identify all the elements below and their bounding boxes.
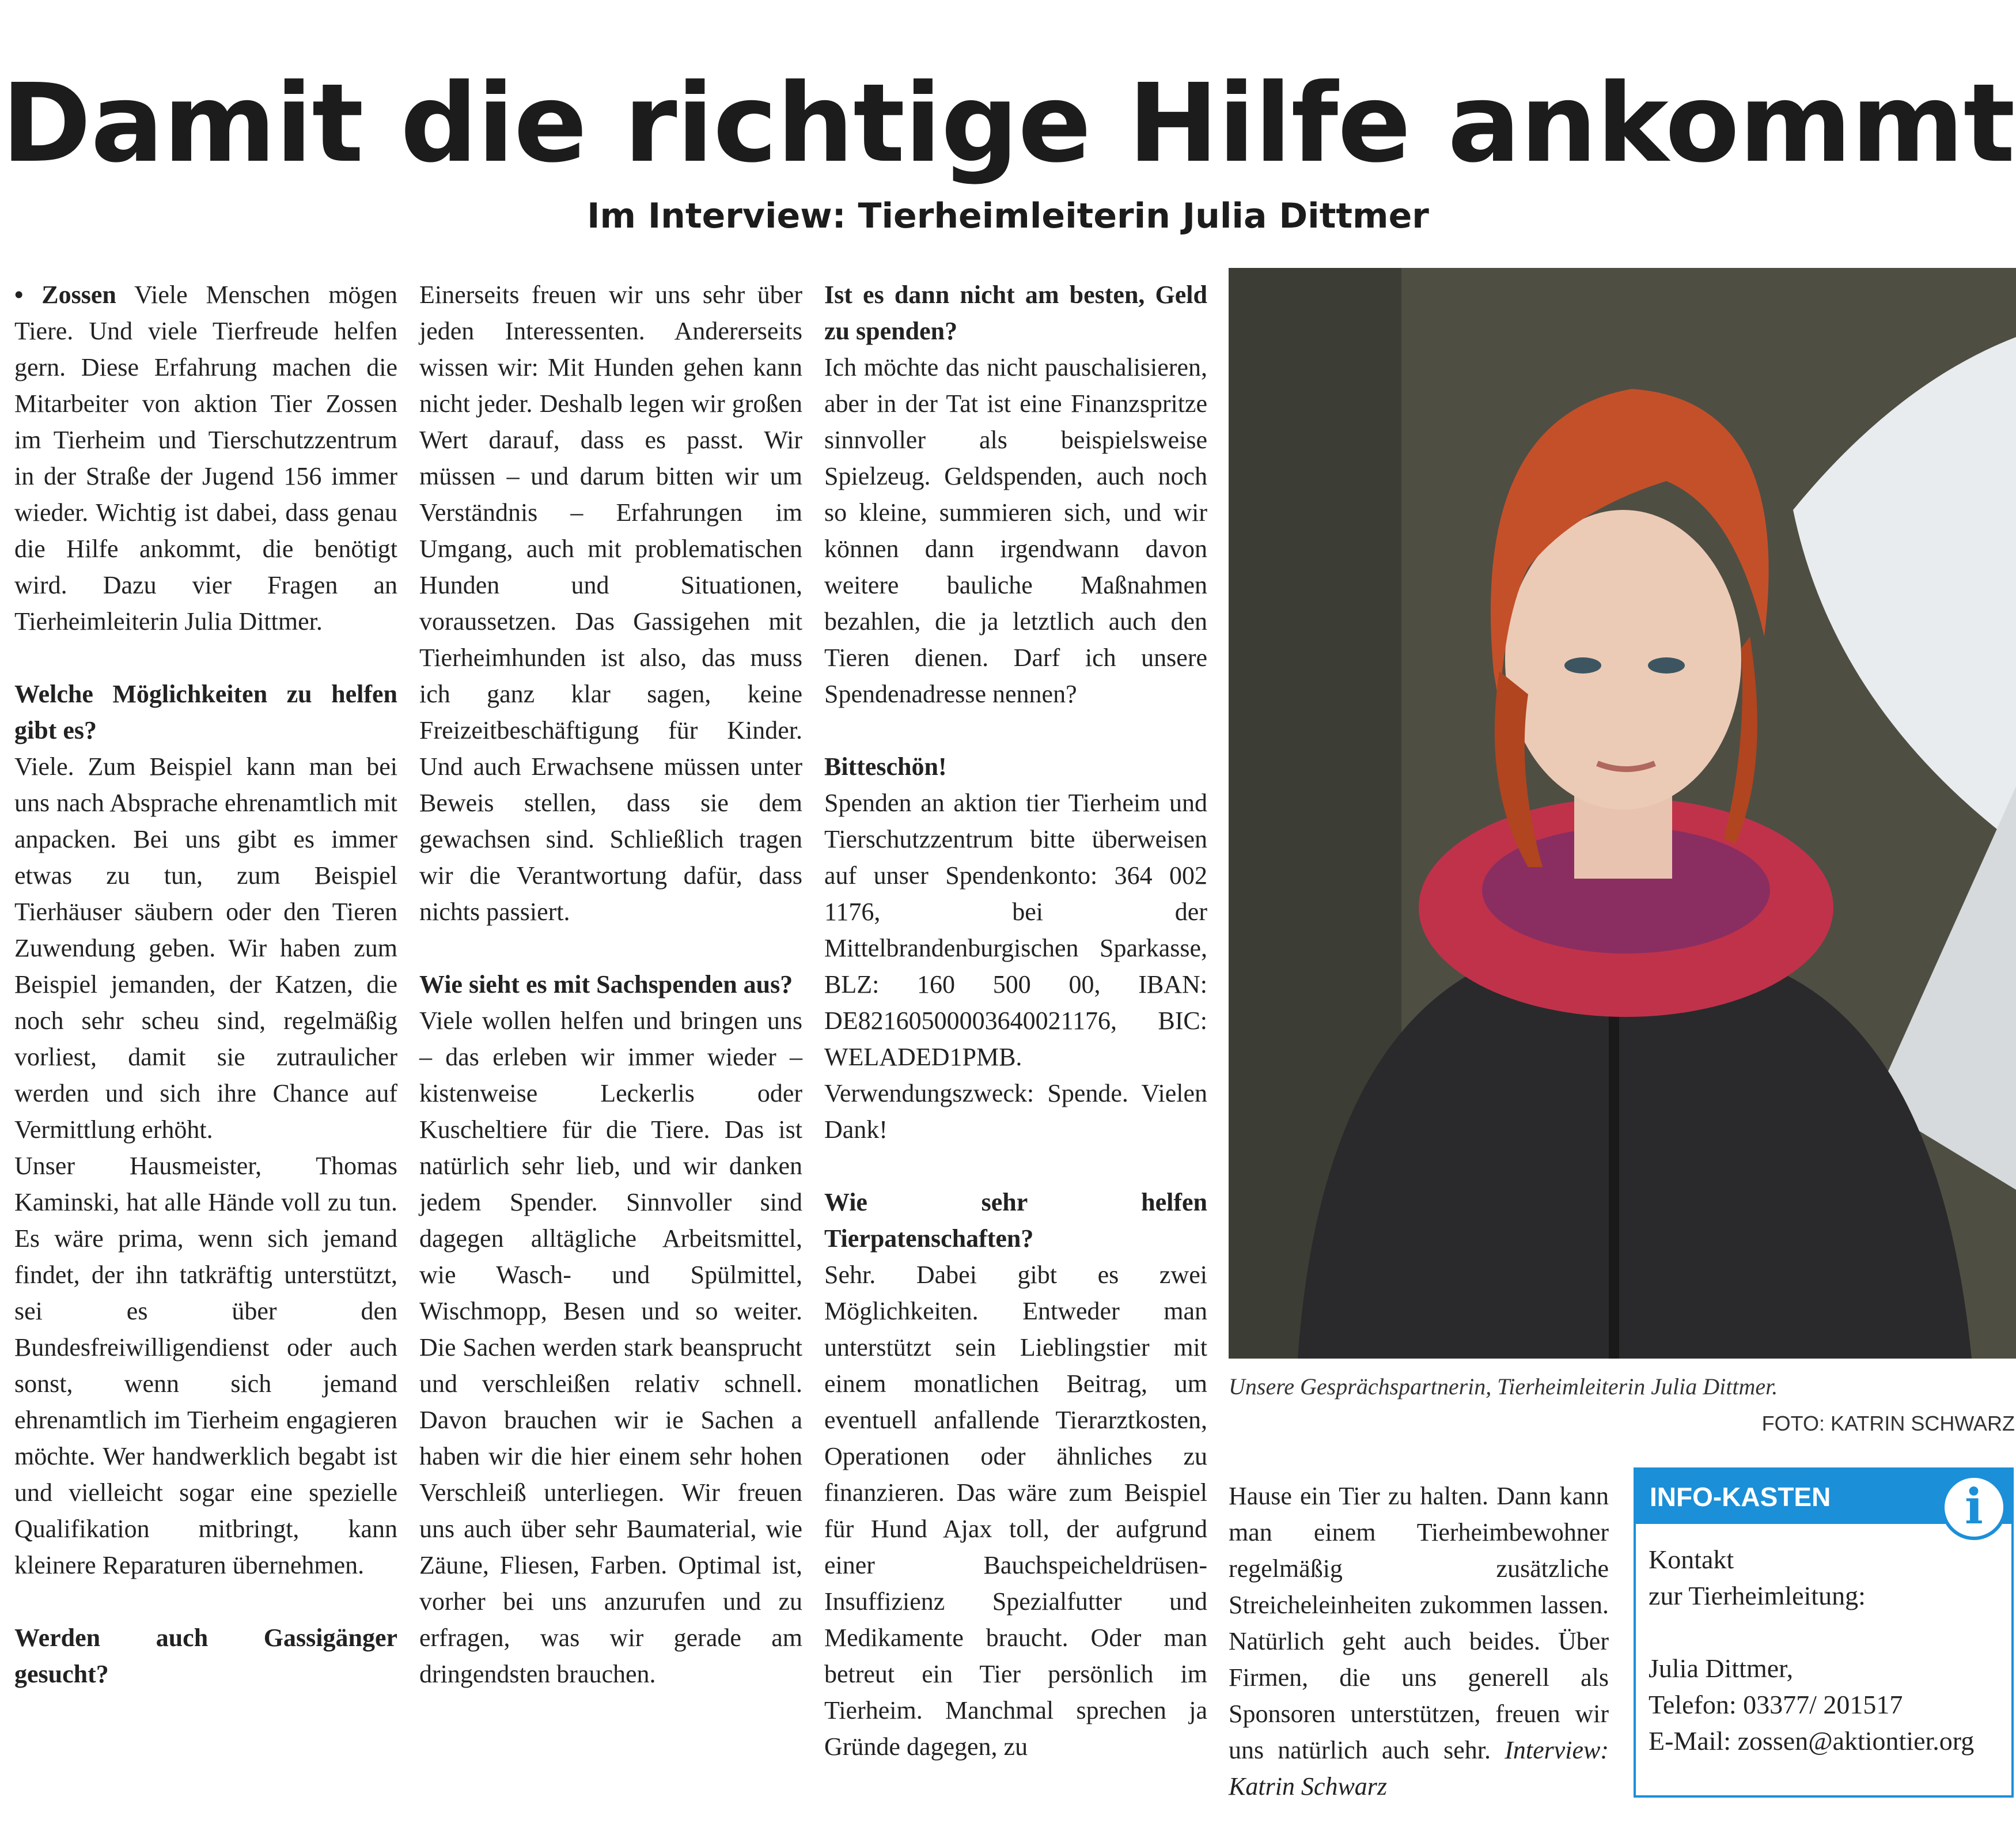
info-box-body <box>1636 1524 2011 1759</box>
answer-6-continued <box>1229 1478 1609 1805</box>
column-1 <box>14 277 397 1692</box>
answer-6: Sehr. Dabei gibt es zwei Möglichkeiten. Entweder man unterstützt sein Lieblingstier mit einem monatlichen Beitrag, um eventuell anfallende Tierarztkosten, Operationen oder ähnliches zu finanzieren. Das wäre zum Beispiel für Hund Ajax toll, der aufgrund einer Bauchspeicheldrüsen-Insuffizienz Spezialfutter und Medikamente braucht. Oder man betreut ein Tier persönlich im Tierheim. Manchmal sprechen ja Gründe dagegen, zu <box>824 1261 1207 1761</box>
question-3: Wie sieht es mit Sachspenden aus? <box>419 970 793 998</box>
lead-text: Viele Menschen mögen Tiere. Und viele Tierfreude helfen gern. Diese Erfahrung machen die Mitarbeiter von aktion Tier Zossen im Tierheim und Tierschutzzentrum in der Straße der Jugend 156 immer wieder. Wichtig ist dabei, dass genau die Hilfe ankommt, die benötigt wird. Dazu vier Fragen an Tierheimleiterin Julia Dittmer. <box>14 281 397 635</box>
portrait-photo <box>1229 268 2016 1359</box>
question-4: Ist es dann nicht am besten, Geld zu spenden? <box>824 281 1207 345</box>
question-2: Werden auch Gassigänger gesucht? <box>14 1624 397 1688</box>
lead-place: • Zossen <box>14 281 116 309</box>
lead-paragraph <box>14 277 397 640</box>
info-box <box>1634 1467 2014 1798</box>
answer-3: Viele wollen helfen und bringen uns – das erleben wir immer wieder – kistenweise Leckerlis oder Kuscheltiere für die Tiere. Das ist natürlich sehr lieb, und wir danken jedem Spender. Sinnvoller sind dagegen alltägliche Arbeitsmittel, wie Wasch- und Spülmittel, Wischmopp, Besen und so weiter. Die Sachen werden stark beansprucht und verschleißen relativ schnell. Davon brauchen wir ie Sachen a haben wir die hier einem sehr hohen Verschleiß unterliegen. Wir freuen uns auch über sehr Baumaterial, wie Zäune, Fliesen, Farben. Optimal ist, vorher bei uns anzurufen und zu erfragen, was wir gerade am dringendsten brauchen. <box>419 1007 802 1688</box>
answer-6-continued-text: Hause ein Tier zu halten. Dann kann man einem Tierheimbewohner regelmäßig zusätzliche Streicheleinheiten zukommen lassen. Natürlich geht auch beides. Über Firmen, die uns generell als Sponsoren unterstützen, freuen wir uns natürlich auch sehr. <box>1229 1482 1609 1764</box>
headline: Damit die richtige Hilfe ankommt <box>1 60 2015 187</box>
info-contact-line2: zur Tierheimleitung: <box>1649 1581 1866 1610</box>
answer-1b: Unser Hausmeister, Thomas Kaminski, hat alle Hände voll zu tun. Es wäre prima, wenn sich jemand findet, der ihn tatkräftig unterstützt, sei es über den Bundesfreiwilligendienst oder auch sonst, wenn sich jemand ehrenamtlich im Tierheim engagieren möchte. Wer handwerklich begabt ist und vielleicht sogar eine spezielle Qualifikation mitbringt, kann kleinere Reparaturen übernehmen. <box>14 1152 397 1579</box>
info-contact-line1: Kontakt <box>1649 1545 1734 1574</box>
info-spacer <box>1649 1614 2011 1650</box>
answer-1a: Viele. Zum Beispiel kann man bei uns nach Absprache ehrenamtlich mit anpacken. Bei uns gibt es immer etwas zu tun, zum Beispiel Tierhäuser säubern oder den Tieren Zuwendung geben. Wir haben zum Beispiel jemanden, der Katzen, die noch sehr scheu sind, regelmäßig vorliest, damit sie zutraulicher werden und sich ihre Chance auf Vermittlung erhöht. <box>14 752 397 1144</box>
column-4 <box>1229 1478 1609 1805</box>
answer-2: Einerseits freuen wir uns sehr über jeden Interessenten. Andererseits wissen wir: Mit Hunden gehen kann nicht jeder. Deshalb legen wir großen Wert darauf, dass es passt. Wir müssen – und darum bitten wir um Verständnis – Erfahrungen im Umgang, auch mit problematischen Hunden und Situationen, voraussetzen. Das Gassigehen mit Tierheimhunden ist also, das muss ich ganz klar sagen, keine Freizeitbeschäftigung für Kinder. Und auch Erwachsene müssen unter Beweis stellen, dass sie dem gewachsen sind. Schließlich tragen wir die Verantwortung dafür, dass nichts passiert. <box>419 281 802 926</box>
info-box-header: INFO-KASTEN <box>1636 1470 2011 1524</box>
info-icon: i <box>1941 1474 2007 1540</box>
byline: Interview: Katrin Schwarz <box>1229 1736 1609 1800</box>
info-phone: Telefon: 03377/ 201517 <box>1649 1690 1903 1719</box>
column-2 <box>419 277 802 1692</box>
subheadline: Im Interview: Tierheimleiterin Julia Dittmer <box>587 196 1429 236</box>
info-email: E-Mail: zossen@aktiontier.org <box>1649 1726 1975 1756</box>
answer-4: Ich möchte das nicht pauschalisieren, aber in der Tat ist eine Finanzspritze sinnvoller als beispielsweise Spielzeug. Geldspenden, auch noch so kleine, summieren sich, und wir können dann irgendwann davon weitere bauliche Maßnahmen bezahlen, die ja letztlich auch den Tieren dienen. Darf ich unsere Spendenadresse nennen? <box>824 353 1207 708</box>
answer-5: Spenden an aktion tier Tierheim und Tierschutzzentrum bitte überweisen auf unser Spendenkonto: 364 002 1176, bei der Mittelbrandenburgischen Sparkasse, BLZ: 160 500 00, IBAN: DE82160500003640021176, BIC: WELADED1PMB. Verwendungszweck: Spende. Vielen Dank! <box>824 789 1207 1144</box>
column-3 <box>824 277 1207 1765</box>
photo-credit: FOTO: KATRIN SCHWARZ <box>1761 1412 2015 1435</box>
question-5: Bitteschön! <box>824 752 947 781</box>
question-6: Wie sehr helfen Tierpatenschaften? <box>824 1188 1207 1253</box>
question-1: Welche Möglichkeiten zu helfen gibt es? <box>14 680 397 744</box>
photo-caption: Unsere Gesprächspartnerin, Tierheimleiterin Julia Dittmer. <box>1229 1374 1778 1399</box>
info-name: Julia Dittmer, <box>1649 1654 1794 1683</box>
portrait-illustration <box>1229 268 2016 1359</box>
